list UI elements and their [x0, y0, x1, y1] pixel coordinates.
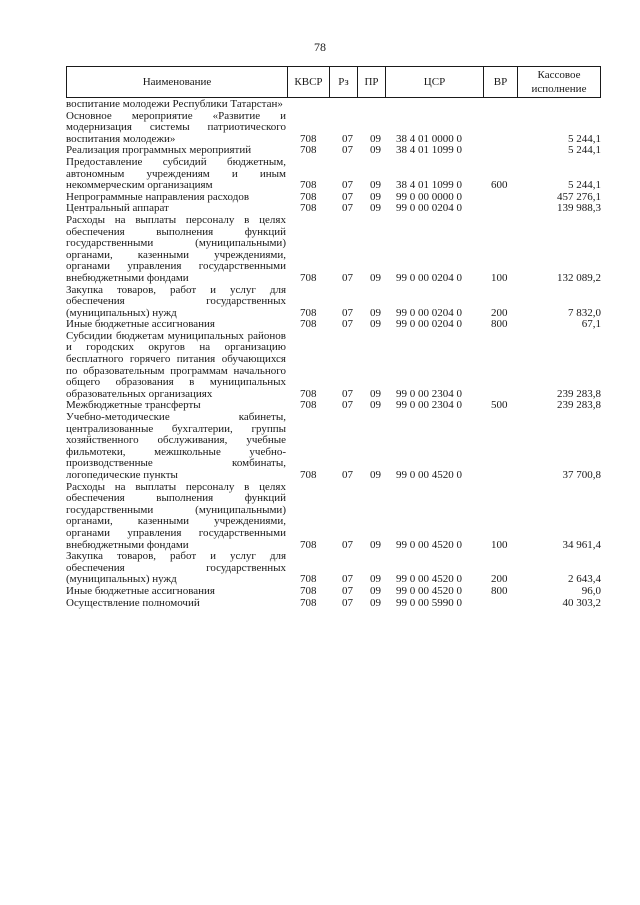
row-kvsr: 708: [300, 271, 317, 284]
row-amount: 7 832,0: [568, 306, 601, 319]
header-name: Наименование: [142, 76, 212, 88]
row-csr: 99 0 00 2304 0: [396, 387, 462, 400]
row-kvsr: 708: [300, 190, 317, 203]
row-pr: 09: [370, 179, 381, 192]
table-row: [66, 99, 601, 111]
row-name: Иные бюджетные ассигнования: [66, 584, 215, 597]
row-rz: 07: [342, 573, 353, 586]
row-amount: 34 961,4: [562, 538, 601, 551]
table-row: [66, 598, 601, 610]
row-amount: 67,1: [581, 318, 601, 331]
row-amount: 239 283,8: [557, 387, 601, 400]
row-csr: 99 0 00 5990 0: [396, 596, 462, 609]
row-rz: 07: [342, 318, 353, 331]
row-rz: 07: [342, 132, 353, 145]
row-pr: 09: [370, 190, 381, 203]
header-rz: Рз: [329, 67, 357, 97]
header-pr: ПР: [357, 67, 385, 97]
row-kvsr: 708: [300, 202, 317, 215]
row-rz: 07: [342, 399, 353, 412]
row-name: Предоставление субсидий бюджетным, автономным учреждениям и иным некоммерческим организациям: [66, 155, 286, 192]
header-csr: ЦСР: [385, 67, 483, 97]
row-vr: 200: [491, 306, 508, 319]
row-vr: 200: [491, 573, 508, 586]
table-row: [66, 551, 601, 586]
row-csr: 99 0 00 0000 0: [396, 190, 462, 203]
header-kvsr: КВСР: [287, 67, 329, 97]
row-kvsr: 708: [300, 584, 317, 597]
table-row: [66, 215, 601, 285]
row-amount: 132 089,2: [557, 271, 601, 284]
row-kvsr: 708: [300, 399, 317, 412]
row-vr: 800: [491, 318, 508, 331]
table-row: [66, 412, 601, 482]
row-rz: 07: [342, 271, 353, 284]
row-csr: 99 0 00 4520 0: [396, 584, 462, 597]
table-header: [66, 66, 601, 98]
row-pr: 09: [370, 573, 381, 586]
row-pr: 09: [370, 596, 381, 609]
row-kvsr: 708: [300, 538, 317, 551]
table-row: [66, 482, 601, 552]
row-vr: 100: [491, 538, 508, 551]
row-csr: 38 4 01 1099 0: [396, 144, 462, 157]
row-pr: 09: [370, 387, 381, 400]
row-rz: 07: [342, 387, 353, 400]
row-name: Реализация программных мероприятий: [66, 144, 252, 157]
row-name: Учебно-методические кабинеты, централизованные бухгалтерии, группы хозяйственного обслуживания, учебные фильмотеки, межшкольные учебно-производственные комбинаты, логопедические пункты: [66, 411, 286, 481]
row-vr: 100: [491, 271, 508, 284]
row-pr: 09: [370, 306, 381, 319]
row-rz: 07: [342, 144, 353, 157]
row-rz: 07: [342, 179, 353, 192]
row-amount: 5 244,1: [568, 144, 601, 157]
table-row: [66, 157, 601, 192]
table-body: [66, 99, 601, 609]
row-amount: 5 244,1: [568, 179, 601, 192]
row-rz: 07: [342, 538, 353, 551]
row-name: Расходы на выплаты персоналу в целях обеспечения выполнения функций государственными (муниципальными) органами, казенными учреждениями, органами управления государственными внебюджетными фондами: [66, 480, 286, 551]
row-kvsr: 708: [300, 318, 317, 331]
row-amount: 5 244,1: [568, 132, 601, 145]
row-name: Основное мероприятие «Развитие и модернизация системы патриотического воспитания молодежи»: [66, 109, 286, 145]
row-rz: 07: [342, 190, 353, 203]
row-vr: 800: [491, 584, 508, 597]
row-csr: 99 0 00 0204 0: [396, 202, 462, 215]
table-row: [66, 586, 601, 598]
row-pr: 09: [370, 584, 381, 597]
row-pr: 09: [370, 144, 381, 157]
row-name: Непрограммные направления расходов: [66, 190, 250, 203]
row-amount: 96,0: [581, 584, 601, 597]
row-rz: 07: [342, 306, 353, 319]
row-rz: 07: [342, 202, 353, 215]
row-amount: 239 283,8: [557, 399, 601, 412]
row-vr: 500: [491, 399, 508, 412]
row-pr: 09: [370, 399, 381, 412]
row-amount: 139 988,3: [557, 202, 601, 215]
row-name: Субсидии бюджетам муниципальных районов и городских округов на организацию бесплатного горячего питания обучающихся по образовательным программам начального общего образования в муниципальных образовательных организациях: [66, 329, 286, 400]
table-row: [66, 111, 601, 146]
row-pr: 09: [370, 271, 381, 284]
row-name: Расходы на выплаты персоналу в целях обеспечения выполнения функций государственными (муниципальными) органами, казенными учреждениями, органами управления государственными внебюджетными фондами: [66, 213, 286, 284]
row-pr: 09: [370, 469, 381, 481]
row-csr: 99 0 00 2304 0: [396, 399, 462, 412]
row-kvsr: 708: [300, 144, 317, 157]
row-pr: 09: [370, 538, 381, 551]
row-name: Закупка товаров, работ и услуг для обеспечения государственных (муниципальных) нужд: [66, 283, 286, 319]
page-number: 78: [314, 40, 326, 54]
row-csr: 38 4 01 0000 0: [396, 132, 462, 145]
row-name: Иные бюджетные ассигнования: [66, 318, 215, 331]
row-name: воспитание молодежи Республики Татарстан»: [66, 98, 283, 110]
row-csr: 99 0 00 4520 0: [396, 573, 462, 586]
row-kvsr: 708: [300, 179, 317, 192]
row-name: Центральный аппарат: [66, 202, 169, 215]
row-kvsr: 708: [300, 573, 317, 586]
row-csr: 38 4 01 1099 0: [396, 179, 462, 192]
row-kvsr: 708: [300, 132, 317, 145]
row-rz: 07: [342, 584, 353, 597]
row-kvsr: 708: [300, 387, 317, 400]
header-vr: ВР: [483, 67, 517, 97]
row-kvsr: 708: [300, 306, 317, 319]
row-amount: 2 643,4: [568, 573, 601, 586]
row-csr: 99 0 00 0204 0: [396, 318, 462, 331]
row-pr: 09: [370, 318, 381, 331]
row-vr: 600: [491, 179, 508, 192]
row-csr: 99 0 00 0204 0: [396, 306, 462, 319]
row-csr: 99 0 00 0204 0: [396, 271, 462, 284]
row-pr: 09: [370, 202, 381, 215]
row-name: Закупка товаров, работ и услуг для обеспечения государственных (муниципальных) нужд: [66, 550, 286, 586]
row-rz: 07: [342, 469, 353, 481]
row-name: Осуществление полномочий: [66, 596, 200, 609]
row-kvsr: 708: [300, 596, 317, 609]
header-amount: Кассовое исполнение: [517, 67, 600, 97]
row-kvsr: 708: [300, 469, 317, 481]
table-row: [66, 285, 601, 320]
table-row: [66, 331, 601, 401]
row-amount: 457 276,1: [557, 190, 601, 203]
row-pr: 09: [370, 132, 381, 145]
row-amount: 40 303,2: [562, 596, 601, 609]
row-csr: 99 0 00 4520 0: [396, 538, 462, 551]
row-csr: 99 0 00 4520 0: [396, 469, 462, 481]
row-rz: 07: [342, 596, 353, 609]
row-amount: 37 700,8: [562, 469, 601, 481]
row-name: Межбюджетные трансферты: [66, 399, 201, 412]
